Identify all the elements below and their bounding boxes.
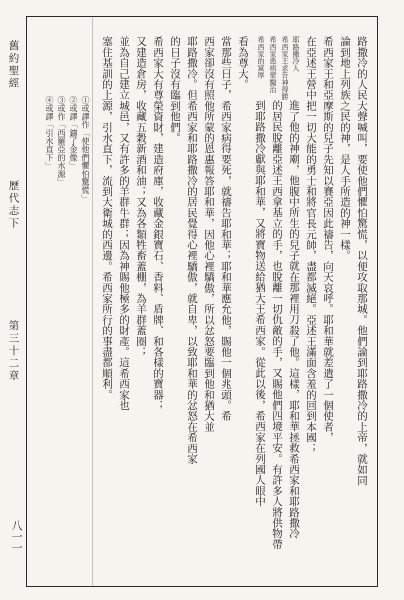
text-column: 到耶路撒冷獻與耶和華，又將寶物送給猶大王希西家。從此以後，希西家在列國人眼中 [254,100,266,507]
text-column: 進了他的神廟，他腹中所生的兒子就在那裡用刀殺了他。這樣，耶和華拯救希西家和耶路撒冷 [288,100,300,539]
text-column: 在亞述王營中把一切大能的勇士和將官長元帥，盡都滅絕。亞述王滿面含羞的回到本國； [305,36,317,454]
text-column: 希西家王和亞摩斯的兒子先知以賽亞因此禱告，向天哀呼。耶和華就差遣了一個使者， [322,36,334,443]
text-column: 希西家大有尊榮資財，建造府庫，收藏金銀寶石、香料、盾牌、和各樣的寶器； [152,36,164,411]
frame-right-rule [377,16,378,587]
chapter-title: 第三十二章 [7,320,20,383]
text-column: 又建造倉房，收藏五穀新酒和油；又為各類牲畜蓋棚，為羊群蓋圈； [135,36,147,357]
side-header: 耶路撒冷人 [292,36,300,72]
text-column: 塞住基訓的上源，引水直下，流到大衛城的西邊。希西家所行的事盡都順利。 [101,36,113,400]
text-column: 耶路撒冷。但希西家和耶路撒冷的居民覺得心裡驕傲，就自卑，以致耶和華的忿怒在希西家 [186,36,198,464]
footnote: ①或譯作「使他們懼怕驚慌」 [81,96,90,203]
frame-bottom-rule [26,586,378,587]
text-column: 路撒冷的人民大聲喊叫，要使他們懼怕驚慌，以便攻取那城。他們論到耶路撒冷的上帝，就如同 [356,36,368,486]
side-header: 希西家的富厚 [257,36,265,79]
text-column: 並為自己建立城邑，又有許多的羊群牛群；因為神賜他極多的財產。這希西家也 [118,36,130,411]
book-title: 舊約聖經 [7,40,20,90]
footnote-separator [92,16,93,587]
text-column: 的日子沒有臨到他們。 [169,36,181,143]
footnote: ②或譯「鑄了金像」 [69,96,78,170]
text-column: 西家卻沒有照他所蒙的恩惠報答耶和華，因他心裡驕傲，所以忿怒要臨到他和猶大並 [203,36,215,432]
side-header: 希西家患病蒙醫治 [269,36,277,93]
frame-left-rule [26,16,27,587]
frame-top-rule [26,16,378,17]
section-title: 歷代志下 [7,180,20,230]
text-column: 當那些日子，希西家病得要死，就禱告耶和華；耶和華應允他，賜他一個兆頭。希 [220,36,232,422]
text-column: 的居民脫離亞述王西拿基立的手，也脫離一切仇敵的手，又賜他們四境平安。有許多人將供物帶 [271,100,283,550]
footnote: ④或譯「引水直下」 [45,96,54,170]
side-header: 希西家王求告神得勝 [281,36,289,100]
footnote: ③或作「西羅亞的水源」 [57,96,66,187]
page-number: 八一一 [10,520,23,553]
text-column: 看為尊大。 [237,36,249,90]
text-column: 論到地上列族之民的神，是人手所造的神一樣。 [339,36,351,261]
